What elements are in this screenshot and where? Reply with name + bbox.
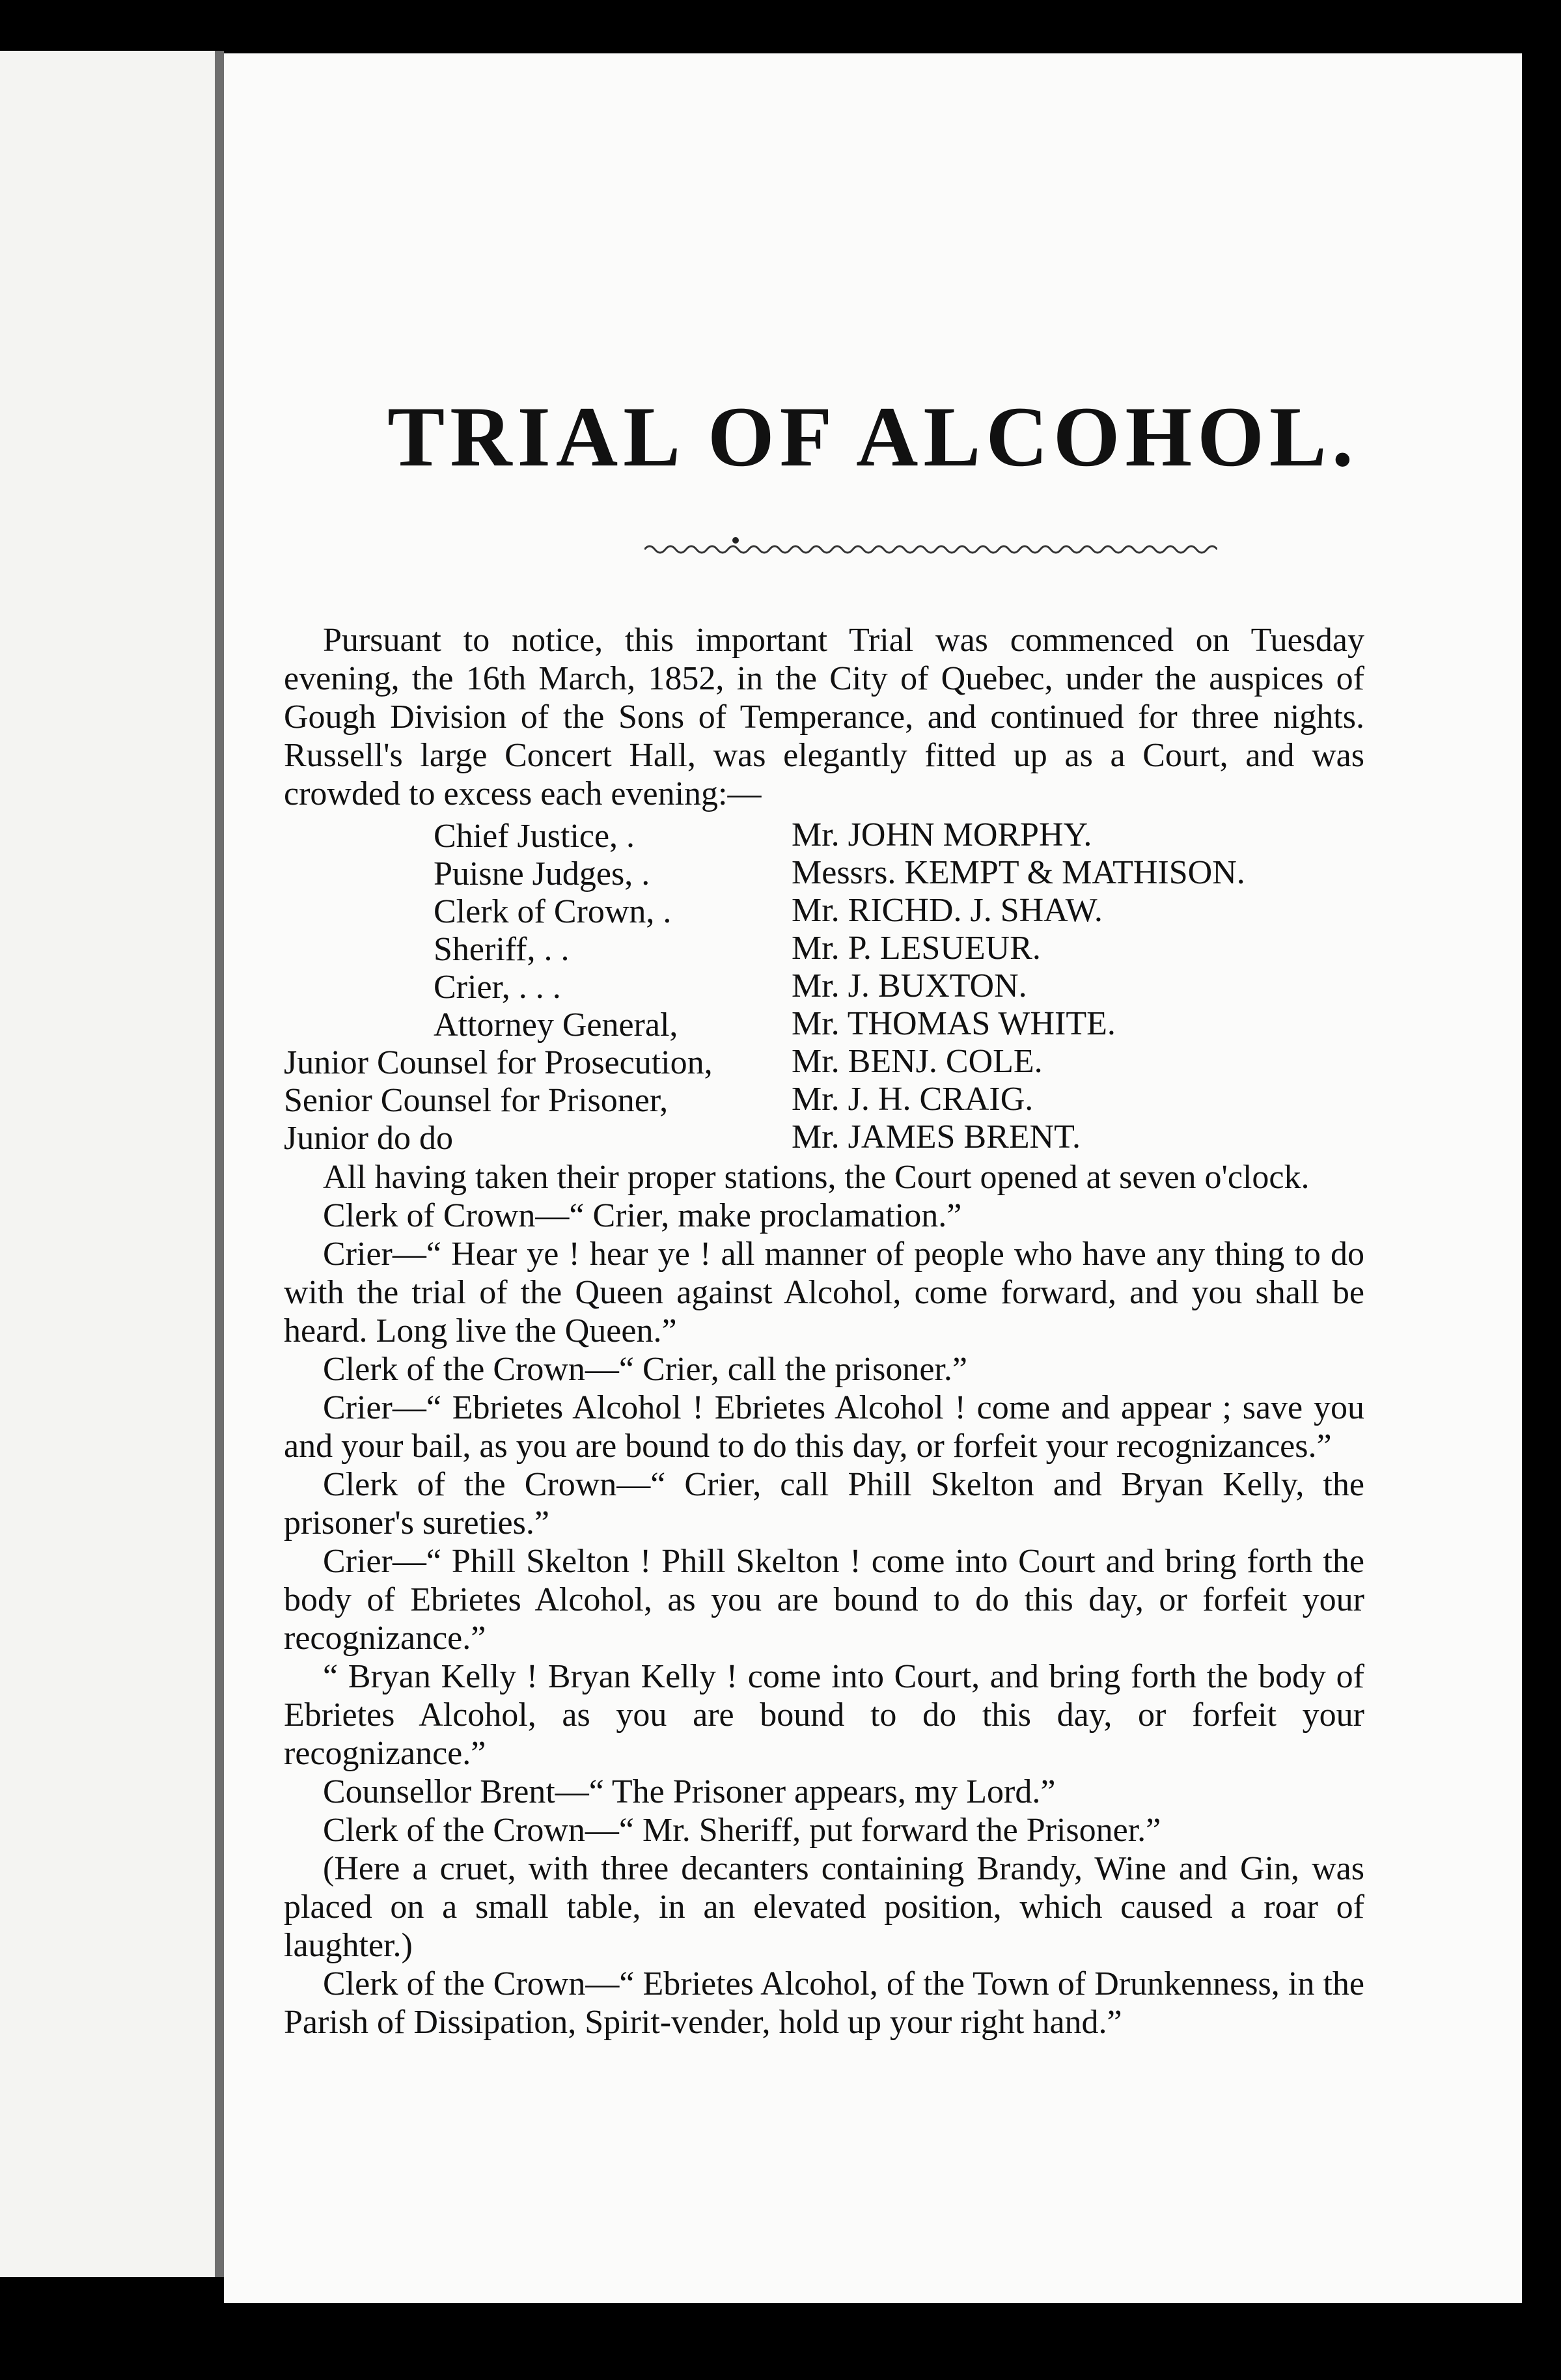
- paragraph: Clerk of the Crown—“ Crier, call the prisoner.”: [323, 1351, 967, 1388]
- paragraph: Clerk of the Crown—“ Mr. Sheriff, put forward the Prisoner.”: [323, 1812, 1161, 1849]
- intro-paragraph: Pursuant to notice, this important Trial was commenced on Tuesday evening, the 16th March, 1852, in the City of Quebec, under the auspices of Gough Division of the Sons of Temperance, and continued for three nights. Russell's large Concert Hall, was elegantly fitted up as a Court, and was crowded to excess each evening:—: [284, 622, 1364, 812]
- paragraph: Clerk of Crown—“ Crier, make proclamation.”: [323, 1197, 962, 1234]
- officer-role: Junior Counsel for Prosecution,: [284, 1044, 713, 1081]
- ornament-divider: [644, 535, 1217, 561]
- paragraph: Crier—“ Ebrietes Alcohol ! Ebrietes Alcohol ! come and appear ; save you and your bail, as you are bound to do this day, or forfeit your recognizances.”: [284, 1389, 1364, 1465]
- paragraph: Crier—“ Hear ye ! hear ye ! all manner of people who have any thing to do with the trial of the Queen against Alcohol, come forward, and you shall be heard. Long live the Queen.”: [284, 1236, 1364, 1349]
- officer-row: [284, 1080, 1364, 1118]
- officer-name: Messrs. KEMPT & MATHISON.: [792, 854, 1245, 891]
- document-page: [224, 53, 1522, 2303]
- officer-role: Attorney General,: [434, 1006, 678, 1044]
- officer-row: [284, 853, 1364, 891]
- paragraph: Counsellor Brent—“ The Prisoner appears, my Lord.”: [323, 1773, 1056, 1810]
- paragraph: “ Bryan Kelly ! Bryan Kelly ! come into Court, and bring forth the body of Ebrietes Alcohol, as you are bound to do this day, or forfeit your recognizance.”: [284, 1658, 1364, 1772]
- officer-role: Sheriff, . .: [434, 931, 570, 968]
- facing-page-edge: [0, 51, 224, 2277]
- officer-row: [284, 967, 1364, 1004]
- officer-name: Mr. BENJ. COLE.: [792, 1043, 1043, 1080]
- officer-role: Clerk of Crown, .: [434, 893, 672, 930]
- officer-name: Mr. JAMES BRENT.: [792, 1118, 1081, 1155]
- officer-role: Crier, . . .: [434, 969, 561, 1006]
- officer-name: Mr. J. BUXTON.: [792, 967, 1027, 1004]
- officer-role: Puisne Judges, .: [434, 855, 650, 893]
- officer-row: [284, 816, 1364, 853]
- officer-role: Chief Justice, .: [434, 818, 635, 855]
- officer-row: [284, 891, 1364, 929]
- officer-row: [284, 1118, 1364, 1155]
- officer-name: Mr. RICHD. J. SHAW.: [792, 892, 1103, 929]
- paragraph: Clerk of the Crown—“ Crier, call Phill Skelton and Bryan Kelly, the prisoner's sureties.”: [284, 1466, 1364, 1542]
- paragraph: Clerk of the Crown—“ Ebrietes Alcohol, of the Town of Drunkenness, in the Parish of Dissipation, Spirit-vender, hold up your right hand.”: [284, 1965, 1364, 2041]
- officer-name: Mr. J. H. CRAIG.: [792, 1081, 1034, 1118]
- body-text: [284, 621, 1364, 2041]
- officer-role: Junior do do: [284, 1120, 453, 1157]
- officer-role: Senior Counsel for Prisoner,: [284, 1082, 669, 1119]
- officer-row: [284, 1004, 1364, 1042]
- paragraph: All having taken their proper stations, the Court opened at seven o'clock.: [323, 1159, 1310, 1196]
- officer-name: Mr. THOMAS WHITE.: [792, 1005, 1116, 1042]
- officer-row: [284, 929, 1364, 967]
- officer-name: Mr. P. LESUEUR.: [792, 930, 1041, 967]
- officers-list: [284, 816, 1364, 1155]
- paragraph: (Here a cruet, with three decanters containing Brandy, Wine and Gin, was placed on a small table, in an elevated position, which caused a roar of laughter.): [284, 1850, 1364, 1964]
- paragraph: Crier—“ Phill Skelton ! Phill Skelton ! come into Court and bring forth the body of Ebrietes Alcohol, as you are bound to do this day, or forfeit your recognizance.”: [284, 1543, 1364, 1657]
- officer-row: [284, 1042, 1364, 1080]
- officer-name: Mr. JOHN MORPHY.: [792, 816, 1092, 853]
- page-title: TRIAL OF ALCOHOL.: [387, 389, 1359, 484]
